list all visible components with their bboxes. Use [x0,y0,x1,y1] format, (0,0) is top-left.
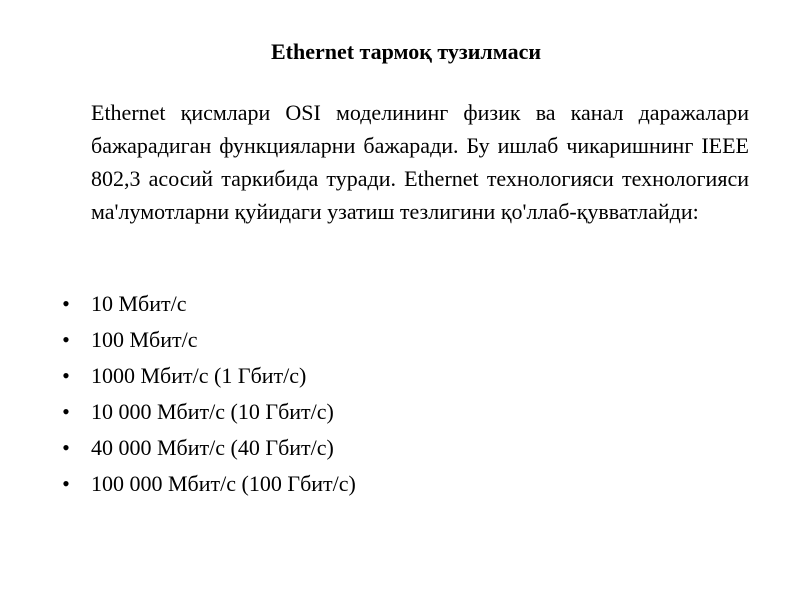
speed-list [60,286,356,502]
bullet-icon: • [62,471,70,496]
list-item [60,358,356,394]
list-item [60,322,356,358]
list-item [60,430,356,466]
list-item-text: 40 000 Мбит/с (40 Гбит/с) [91,435,334,460]
list-item [60,286,356,322]
bullet-icon: • [62,291,70,316]
slide-title: Ethernet тармоқ тузилмаси [270,39,542,64]
list-item [60,394,356,430]
body-paragraph: Ethernet қисмлари OSI моделининг физик ва канал даражалари бажарадиган функцияларни бажаради. Бу ишлаб чикаришнинг IEEE 802,3 асосий таркибида туради. Ethernet технологияси технологияси ма'лумотларни қуйидаги узатиш тезлигини қо'ллаб-қувватлайди: [91,100,749,224]
bullet-icon: • [62,399,70,424]
bullet-icon: • [62,363,70,388]
bullet-icon: • [62,327,70,352]
list-item-text: 10 Мбит/с [91,291,187,316]
list-item-text: 100 Мбит/с [91,327,198,352]
list-item-text: 10 000 Мбит/с (10 Гбит/с) [91,399,334,424]
list-item-text: 100 000 Мбит/с (100 Гбит/с) [91,471,356,496]
list-item-text: 1000 Мбит/с (1 Гбит/с) [91,363,307,388]
bullet-icon: • [62,435,70,460]
list-item [60,466,356,502]
